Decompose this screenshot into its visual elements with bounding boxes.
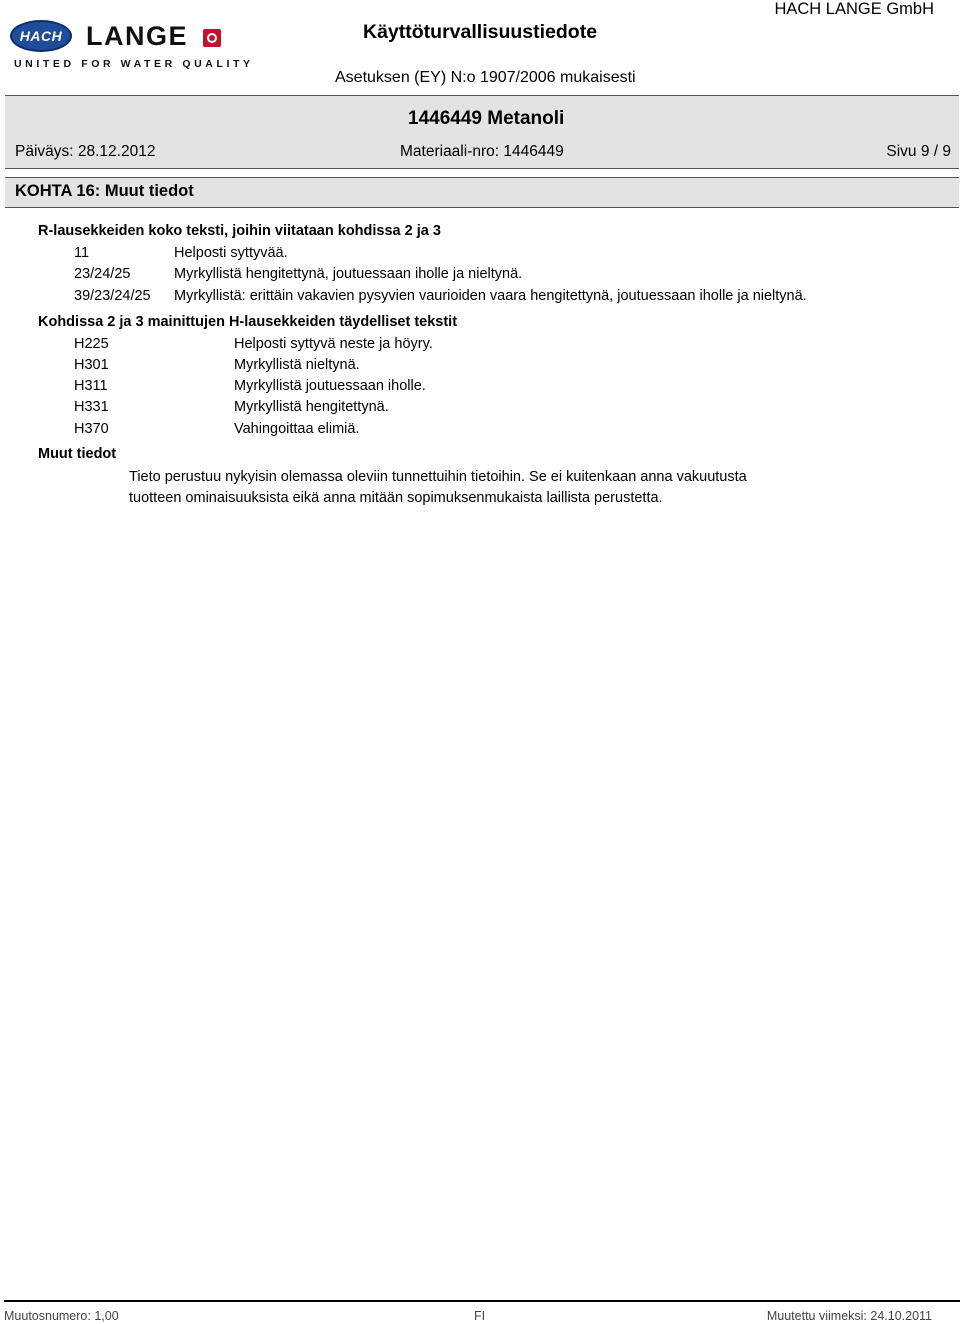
- material-number: Materiaali-nro: 1446449: [400, 143, 564, 160]
- product-name: 1446449 Metanoli: [408, 108, 565, 129]
- document-title: Käyttöturvallisuustiedote: [363, 21, 598, 43]
- company-name: HACH LANGE GmbH: [774, 0, 934, 18]
- last-modified-date: Muutettu viimeksi: 24.10.2011: [766, 1309, 932, 1323]
- logo-tagline: UNITED FOR WATER QUALITY: [14, 58, 254, 70]
- document-date: Päiväys: 28.12.2012: [15, 143, 156, 160]
- r-phrase-code: 23/24/25: [74, 266, 131, 282]
- h-statement-text: Vahingoittaa elimiä.: [234, 421, 360, 437]
- language-code: FI: [474, 1309, 486, 1323]
- h-statement-code: H301: [74, 357, 109, 373]
- r-phrase-text: Myrkyllistä hengitettynä, joutuessaan iholle ja nieltynä.: [174, 266, 523, 282]
- hach-lange-logo: [10, 20, 254, 70]
- lange-logo-text: LANGE: [86, 21, 188, 51]
- r-phrases-heading: R-lausekkeiden koko teksti, joihin viitataan kohdissa 2 ja 3: [38, 223, 441, 239]
- h-statement-text: Myrkyllistä hengitettynä.: [234, 399, 389, 415]
- page-number: Sivu 9 / 9: [886, 143, 951, 160]
- other-info-line: tuotteen ominaisuuksista eikä anna mitään sopimuksenmukaista laillista perustetta.: [129, 490, 663, 506]
- r-phrase-text: Helposti syttyvää.: [174, 245, 288, 261]
- h-statements-heading: Kohdissa 2 ja 3 mainittujen H-lausekkeiden täydelliset tekstit: [38, 314, 458, 330]
- h-statement-code: H331: [74, 399, 109, 415]
- r-phrase-code: 11: [74, 245, 90, 261]
- h-statement-code: H225: [74, 336, 109, 352]
- section-title: KOHTA 16: Muut tiedot: [15, 182, 194, 200]
- r-phrase-code: 39/23/24/25: [74, 288, 151, 304]
- lange-logo-icon: [203, 29, 221, 47]
- revision-number: Muutosnumero: 1,00: [4, 1309, 119, 1323]
- h-statement-text: Myrkyllistä joutuessaan iholle.: [234, 378, 426, 394]
- footer-divider: [4, 1300, 960, 1302]
- hach-logo-mark: HACH: [10, 20, 72, 52]
- h-statement-text: Helposti syttyvä neste ja höyry.: [234, 336, 433, 352]
- h-statement-text: Myrkyllistä nieltynä.: [234, 357, 360, 373]
- other-info-line: Tieto perustuu nykyisin olemassa oleviin tunnettuihin tietoihin. Se ei kuitenkaan anna vakuutusta: [129, 469, 747, 485]
- regulation-reference: Asetuksen (EY) N:o 1907/2006 mukaisesti: [335, 69, 636, 86]
- h-statement-code: H311: [74, 378, 108, 394]
- r-phrase-text: Myrkyllistä: erittäin vakavien pysyvien vaurioiden vaara hengitettynä, joutuessaan iholle ja nieltynä.: [174, 288, 807, 304]
- other-info-label: Muut tiedot: [38, 446, 117, 462]
- h-statement-code: H370: [74, 421, 109, 437]
